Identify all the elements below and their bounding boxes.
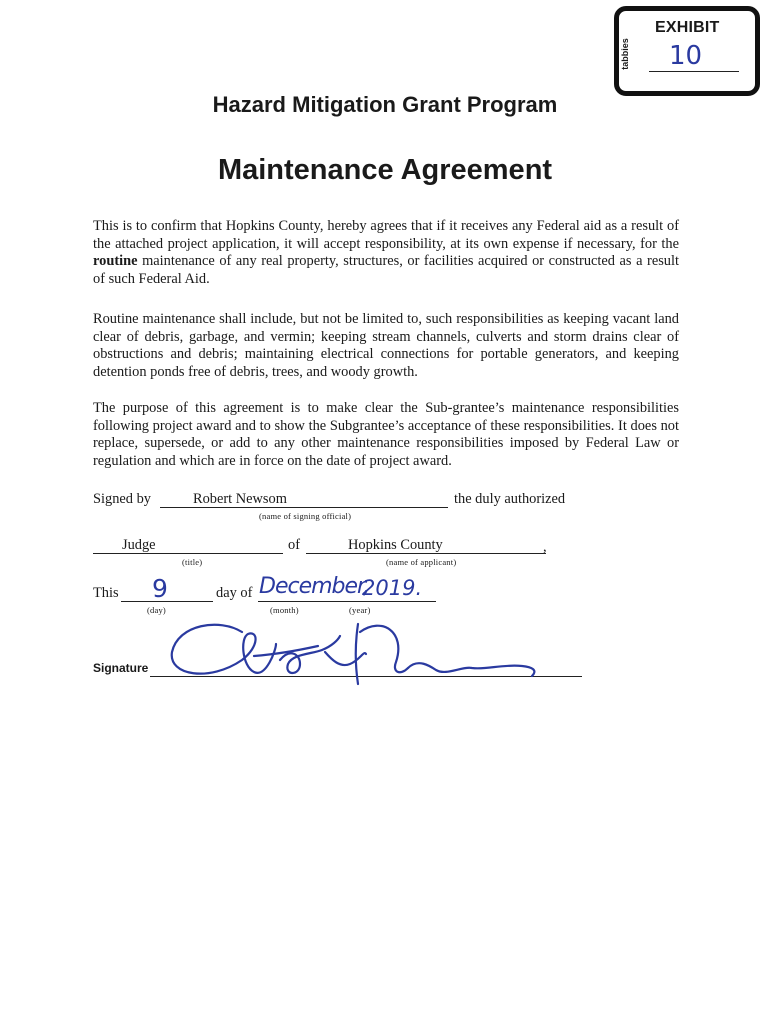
paragraph-confirmation-start: This is to confirm that Hopkins County, hereby agrees that if it receives any Federal aid as a result of the attached project application, it will accept responsibility, at its own expense if necessary, for the — [93, 218, 679, 252]
day-caption: (day) — [147, 605, 166, 615]
year-handwritten: 2019. — [362, 576, 423, 600]
handwritten-signature — [150, 610, 550, 690]
exhibit-label: EXHIBIT — [655, 19, 720, 36]
paragraph-confirmation — [93, 218, 679, 288]
official-title: Judge — [122, 537, 156, 553]
day-handwritten: 9 — [152, 574, 168, 603]
of-label: of — [288, 537, 300, 553]
applicant-comma: , — [543, 539, 547, 555]
paragraph-purpose: The purpose of this agreement is to make clear the Sub-grantee’s maintenance responsibilities following project award and to show the Subgrantee’s acceptance of these responsibilities. It does not replace, supersede, or add to any other maintenance responsibilities imposed by Federal Law or regulation and which are in force on the date of project award. — [93, 400, 679, 469]
page-title: Maintenance Agreement — [217, 154, 553, 186]
this-label: This — [93, 585, 119, 601]
month-handwritten: December, — [259, 574, 370, 599]
paragraph-routine-maintenance: Routine maintenance shall include, but not be limited to, such responsibilities as keeping vacant land clear of debris, garbage, and vermin; keeping stream channels, culverts and storm drains clear of obstructions and debris; maintaining electrical connections for portable generators, and keeping detention ponds free of debris, trees, and woody growth. — [93, 311, 679, 380]
exhibit-number: 10 — [669, 41, 703, 71]
applicant-caption: (name of applicant) — [386, 557, 457, 567]
signed-by-prefix: Signed by — [93, 491, 151, 507]
signing-official-name: Robert Newsom — [193, 491, 287, 507]
routine-emphasis: routine — [93, 253, 138, 270]
applicant-name: Hopkins County — [348, 537, 443, 553]
title-caption: (title) — [182, 557, 203, 567]
signed-by-suffix: the duly authorized — [454, 491, 566, 507]
exhibit-sticker — [614, 6, 760, 96]
signature-label: Signature — [93, 661, 149, 675]
program-heading: Hazard Mitigation Grant Program — [212, 92, 558, 117]
exhibit-brand: tabbies — [619, 38, 630, 70]
exhibit-number-line — [649, 71, 739, 72]
paragraph-confirmation-end: maintenance of any real property, structures, or facilities acquired or constructed as a result of such Federal Aid. — [93, 253, 679, 287]
day-of-label: day of — [216, 585, 253, 601]
year-caption: (year) — [349, 605, 371, 615]
signing-official-caption: (name of signing official) — [259, 511, 352, 521]
month-caption: (month) — [270, 605, 299, 615]
month-year-line — [258, 601, 436, 602]
